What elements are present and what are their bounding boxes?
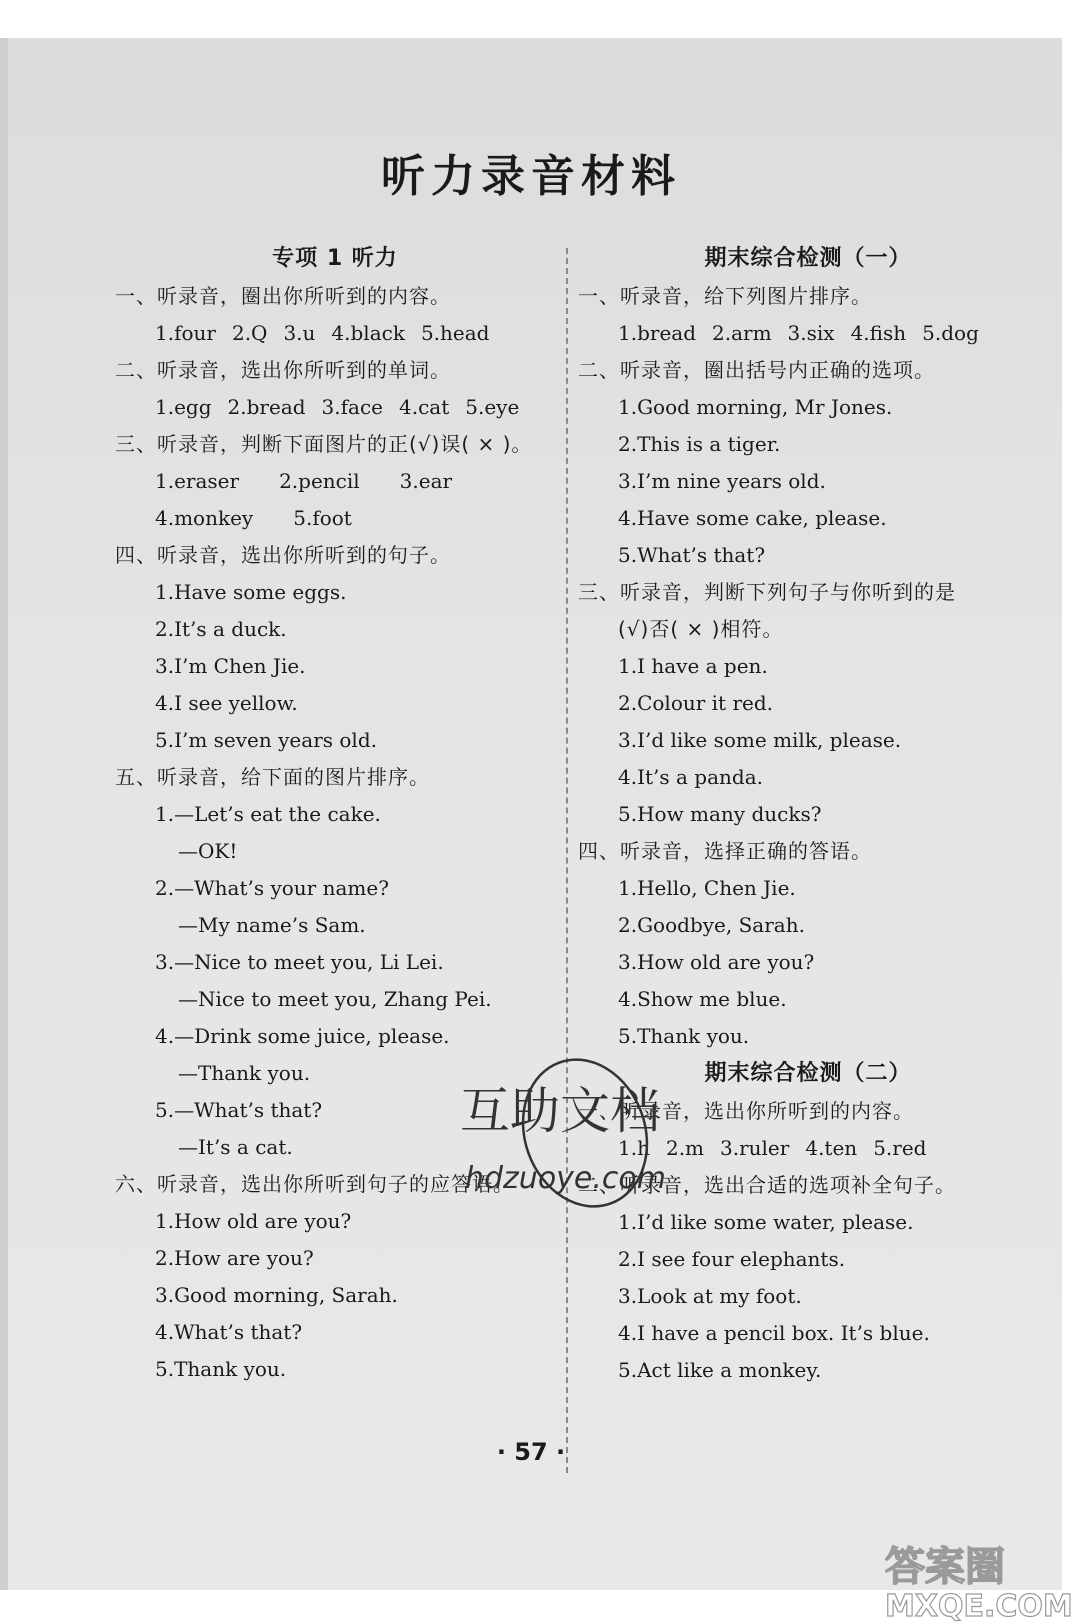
answer-line: 5.How many ducks? [618, 802, 822, 826]
answer-item: 3.u [283, 321, 316, 345]
dialog-line: —It’s a cat. [178, 1135, 293, 1159]
answer-line: 1.How old are you? [155, 1209, 352, 1233]
section-heading-final-test-2: 期末综合检测（二） [704, 1061, 912, 1086]
answer-item: 3.ruler [720, 1136, 790, 1160]
page-number: · 57 · [496, 1438, 566, 1466]
answer-line: 2.It’s a duck. [155, 617, 287, 641]
answer-item: 5.dog [922, 321, 979, 345]
dialog-line: 1.—Let’s eat the cake. [155, 802, 381, 826]
answer-line: 5.Act like a monkey. [618, 1358, 822, 1382]
answer-line: 3.I’m Chen Jie. [155, 654, 306, 678]
question-heading: 三、听录音，判断下列句子与你听到的是 [578, 580, 956, 604]
answer-line: 4.I see yellow. [155, 691, 298, 715]
answer-row [115, 315, 565, 352]
answer-row [578, 315, 1038, 352]
dialog-line: —Thank you. [178, 1061, 311, 1085]
dialog-line: 5.—What’s that? [155, 1098, 323, 1122]
question-heading: 五、听录音，给下面的图片排序。 [115, 765, 430, 789]
answer-item: 2.bread [227, 395, 306, 419]
answer-item: 3.face [321, 395, 383, 419]
section-heading-final-test-1: 期末综合检测（一） [704, 246, 912, 271]
answer-line: 2.How are you? [155, 1246, 314, 1270]
right-column [578, 240, 1038, 1389]
corner-watermark-cn: 答案圈 [885, 1544, 1005, 1590]
answer-line: 5.What’s that? [618, 543, 766, 567]
answer-item: 2.arm [712, 321, 772, 345]
answer-item: 2.pencil [279, 469, 360, 493]
answer-item: 3.ear [399, 469, 453, 493]
answer-item: 5.foot [293, 506, 352, 530]
answer-line: 4.It’s a panda. [618, 765, 763, 789]
left-column [115, 240, 565, 1388]
answer-line: 1.I’d like some water, please. [618, 1210, 914, 1234]
answer-line: 5.Thank you. [155, 1357, 287, 1381]
answer-line: 4.Show me blue. [618, 987, 787, 1011]
answer-line: 3.I’m nine years old. [618, 469, 826, 493]
answer-row [115, 500, 565, 537]
answer-item: 1.bread [618, 321, 697, 345]
corner-watermark-en: MXQE.COM [885, 1589, 1073, 1623]
dialog-line: 4.—Drink some juice, please. [155, 1024, 450, 1048]
question-heading: 一、听录音，选出你所听到的内容。 [578, 1099, 914, 1123]
dialog-line: —Nice to meet you, Zhang Pei. [178, 987, 492, 1011]
answer-line: 1.Have some eggs. [155, 580, 347, 604]
answer-line: 2.Goodbye, Sarah. [618, 913, 805, 937]
dialog-line: 3.—Nice to meet you, Li Lei. [155, 950, 444, 974]
dialog-line: —OK! [178, 839, 238, 863]
question-heading: 二、听录音，选出合适的选项补全句子。 [578, 1173, 956, 1197]
answer-line: 3.Good morning, Sarah. [155, 1283, 398, 1307]
answer-item: 1.four [155, 321, 216, 345]
column-divider [566, 248, 568, 1473]
question-heading-continued: (√)否( × )相符。 [618, 617, 784, 641]
answer-line: 4.I have a pencil box. It’s blue. [618, 1321, 930, 1345]
answer-item: 4.fish [850, 321, 907, 345]
answer-line: 3.How old are you? [618, 950, 815, 974]
question-heading: 六、听录音，选出你所听到句子的应答语。 [115, 1172, 514, 1196]
answer-line: 2.This is a tiger. [618, 432, 781, 456]
answer-row [578, 1130, 1038, 1167]
answer-item: 4.monkey [155, 506, 254, 530]
answer-row [115, 463, 565, 500]
answer-line: 3.I’d like some milk, please. [618, 728, 902, 752]
dialog-line: 2.—What’s your name? [155, 876, 389, 900]
page-edge-shadow [0, 38, 8, 1590]
answer-item: 5.eye [465, 395, 520, 419]
answer-line: 1.Good morning, Mr Jones. [618, 395, 893, 419]
answer-item: 1.eraser [155, 469, 240, 493]
question-heading: 一、听录音，圈出你所听到的内容。 [115, 284, 451, 308]
answer-line: 5.I’m seven years old. [155, 728, 377, 752]
question-heading: 二、听录音，圈出括号内正确的选项。 [578, 358, 935, 382]
answer-item: 5.red [873, 1136, 927, 1160]
question-heading: 一、听录音，给下列图片排序。 [578, 284, 872, 308]
answer-line: 2.Colour it red. [618, 691, 774, 715]
answer-row [115, 389, 565, 426]
answer-item: 3.six [787, 321, 835, 345]
answer-line: 4.Have some cake, please. [618, 506, 887, 530]
answer-line: 3.Look at my foot. [618, 1284, 802, 1308]
watermark-en-text: hdzuoye.com [465, 1161, 666, 1196]
answer-line: 5.Thank you. [618, 1024, 750, 1048]
answer-item: 4.ten [805, 1136, 858, 1160]
answer-item: 1.egg [155, 395, 212, 419]
answer-line: 2.I see four elephants. [618, 1247, 846, 1271]
answer-line: 1.I have a pen. [618, 654, 768, 678]
question-heading: 三、听录音，判断下面图片的正(√)误( × )。 [115, 432, 533, 456]
page-title: 听力录音材料 [381, 151, 681, 202]
document-page [0, 38, 1073, 1623]
mxqe-watermark [885, 1538, 1073, 1623]
answer-item: 2.Q [231, 321, 268, 345]
answer-item: 4.black [331, 321, 405, 345]
answer-line: 4.What’s that? [155, 1320, 303, 1344]
answer-item: 4.cat [399, 395, 450, 419]
watermark-cn-text: 互助文档 [460, 1082, 660, 1140]
question-heading: 四、听录音，选出你所听到的句子。 [115, 543, 451, 567]
answer-line: 1.Hello, Chen Jie. [618, 876, 796, 900]
question-heading: 四、听录音，选择正确的答语。 [578, 839, 872, 863]
dialog-line: —My name’s Sam. [178, 913, 366, 937]
question-heading: 二、听录音，选出你所听到的单词。 [115, 358, 451, 382]
answer-item: 2.m [665, 1136, 705, 1160]
section-heading-listening: 专项 1 听力 [272, 246, 398, 271]
answer-item: 5.head [420, 321, 490, 345]
answer-item: 1.h [618, 1136, 650, 1160]
